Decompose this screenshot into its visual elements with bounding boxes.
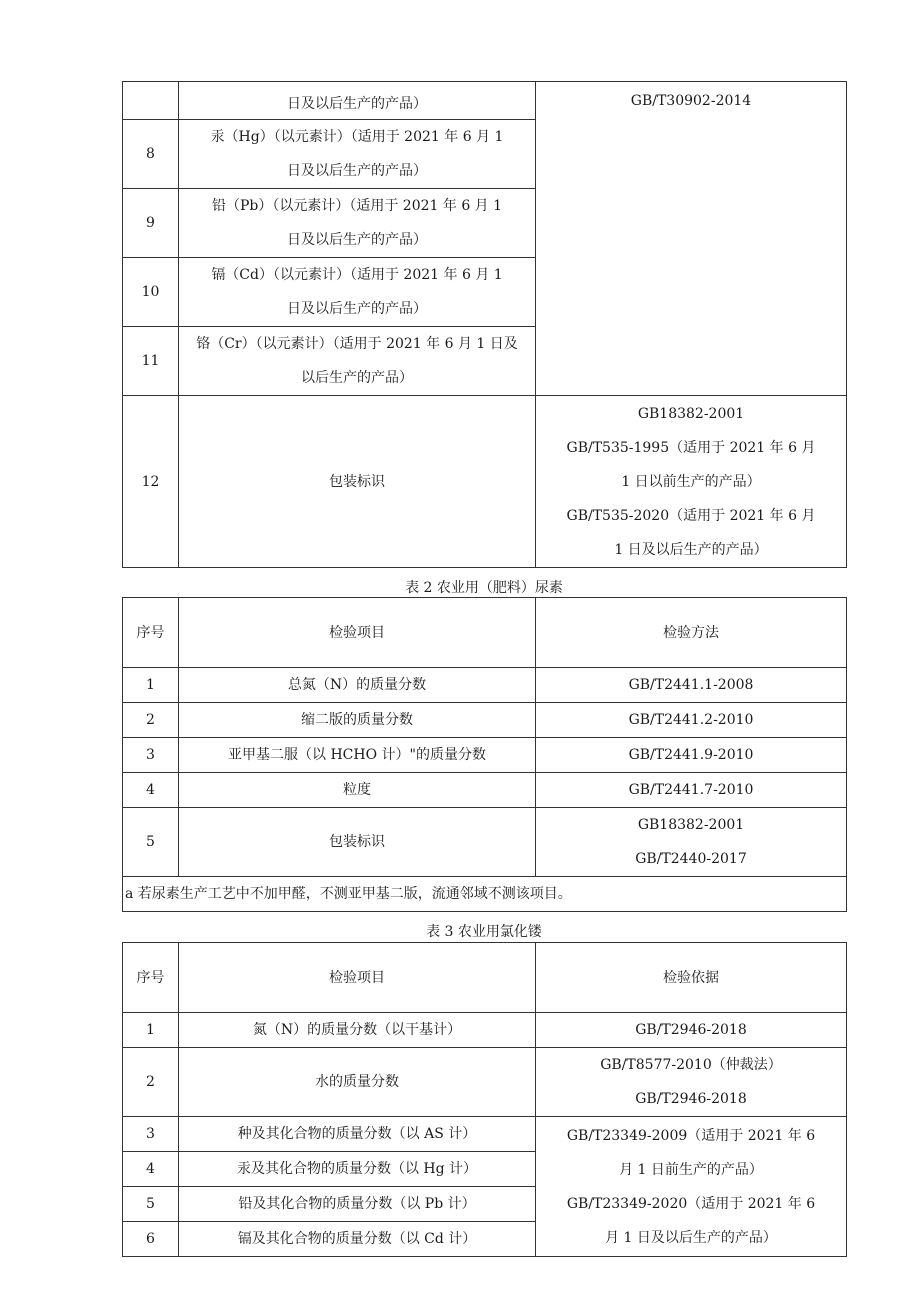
inspection-method: GB/T2441.7-2010 [536,773,847,808]
table-1-continuation [122,81,847,568]
row-number: 8 [123,120,179,189]
header-number: 序号 [123,943,179,1013]
inspection-item: 亚甲基二服（以 HCHO 计）"的质量分数 [179,738,536,773]
header-method: 检验依据 [536,943,847,1013]
row-number: 2 [123,1048,179,1117]
inspection-method: GB/T2441.9-2010 [536,738,847,773]
table-row [123,1117,847,1152]
inspection-method: GB18382-2001 GB/T2440-2017 [536,808,847,877]
method-cell [536,82,847,396]
method-text: GB/T30902-2014 [630,93,752,109]
table-note: a 若尿素生产工艺中不加甲醛，不测亚甲基二版，流通邻域不测该项目。 [123,877,847,912]
inspection-item: 镉（Cd）（以元素计）（适用于 2021 年 6 月 1 日及以后生产的产品） [179,258,536,327]
inspection-method: GB/T2441.2-2010 [536,703,847,738]
inspection-item: 水的质量分数 [179,1048,536,1117]
table-3 [122,942,847,1257]
inspection-method: GB/T2441.1-2008 [536,668,847,703]
table-header-row [123,598,847,668]
inspection-item: 缩二版的质量分数 [179,703,536,738]
row-number: 11 [123,327,179,396]
table-row [123,396,847,568]
table-note-row [123,877,847,912]
row-number [123,82,179,120]
inspection-method: GB/T23349-2009（适用于 2021 年 6 月 1 日前生产的产品） GB/T23349-2020（适用于 2021 年 6 月 1 日及以后生产的产品） [536,1117,847,1257]
header-method: 检验方法 [536,598,847,668]
inspection-item: 粒度 [179,773,536,808]
inspection-item: 铅（Pb）（以元素计）（适用于 2021 年 6 月 1 日及以后生产的产品） [179,189,536,258]
inspection-item: 铅及其化合物的质量分数（以 Pb 计） [179,1187,536,1222]
inspection-item: 总氮（N）的质量分数 [179,668,536,703]
table-row [123,738,847,773]
inspection-method: GB/T2946-2018 [536,1013,847,1048]
inspection-item: 包装标识 [179,808,536,877]
table-row [123,773,847,808]
row-number: 1 [123,1013,179,1048]
table-row [123,1013,847,1048]
inspection-item: 日及以后生产的产品） [179,82,536,120]
inspection-item: 镉及其化合物的质量分数（以 Cd 计） [179,1222,536,1257]
inspection-item: 汞及其化合物的质量分数（以 Hg 计） [179,1152,536,1187]
table-row [123,82,847,120]
inspection-item: 包装标识 [179,396,536,568]
table-2 [122,597,847,912]
method-cell: GB18382-2001 GB/T535-1995（适用于 2021 年 6 月 1 日以前生产的产品） GB/T535-2020（适用于 2021 年 6 月 1 日及以后生产的产品） [536,396,847,568]
table-3-caption: 表 3 农业用氯化镂 [426,924,542,940]
table-row [123,808,847,877]
row-number: 5 [123,808,179,877]
table-header-row [123,943,847,1013]
inspection-item: 种及其化合物的质量分数（以 AS 计） [179,1117,536,1152]
row-number: 2 [123,703,179,738]
inspection-item: 氮（N）的质量分数（以干基计） [179,1013,536,1048]
header-item: 检验项目 [179,598,536,668]
inspection-item: 汞（Hg）（以元素计）（适用于 2021 年 6 月 1 日及以后生产的产品） [179,120,536,189]
row-number: 1 [123,668,179,703]
row-number: 3 [123,1117,179,1152]
table-2-caption: 表 2 农业用（肥料）尿素 [405,580,563,596]
header-number: 序号 [123,598,179,668]
row-number: 4 [123,1152,179,1187]
table-row [123,1048,847,1117]
row-number: 3 [123,738,179,773]
row-number: 9 [123,189,179,258]
row-number: 12 [123,396,179,568]
row-number: 10 [123,258,179,327]
row-number: 4 [123,773,179,808]
table-row [123,668,847,703]
row-number: 5 [123,1187,179,1222]
table-row [123,703,847,738]
header-item: 检验项目 [179,943,536,1013]
inspection-method: GB/T8577-2010（仲裁法） GB/T2946-2018 [536,1048,847,1117]
inspection-item: 铬（Cr）（以元素计）（适用于 2021 年 6 月 1 日及 以后生产的产品） [179,327,536,396]
row-number: 6 [123,1222,179,1257]
